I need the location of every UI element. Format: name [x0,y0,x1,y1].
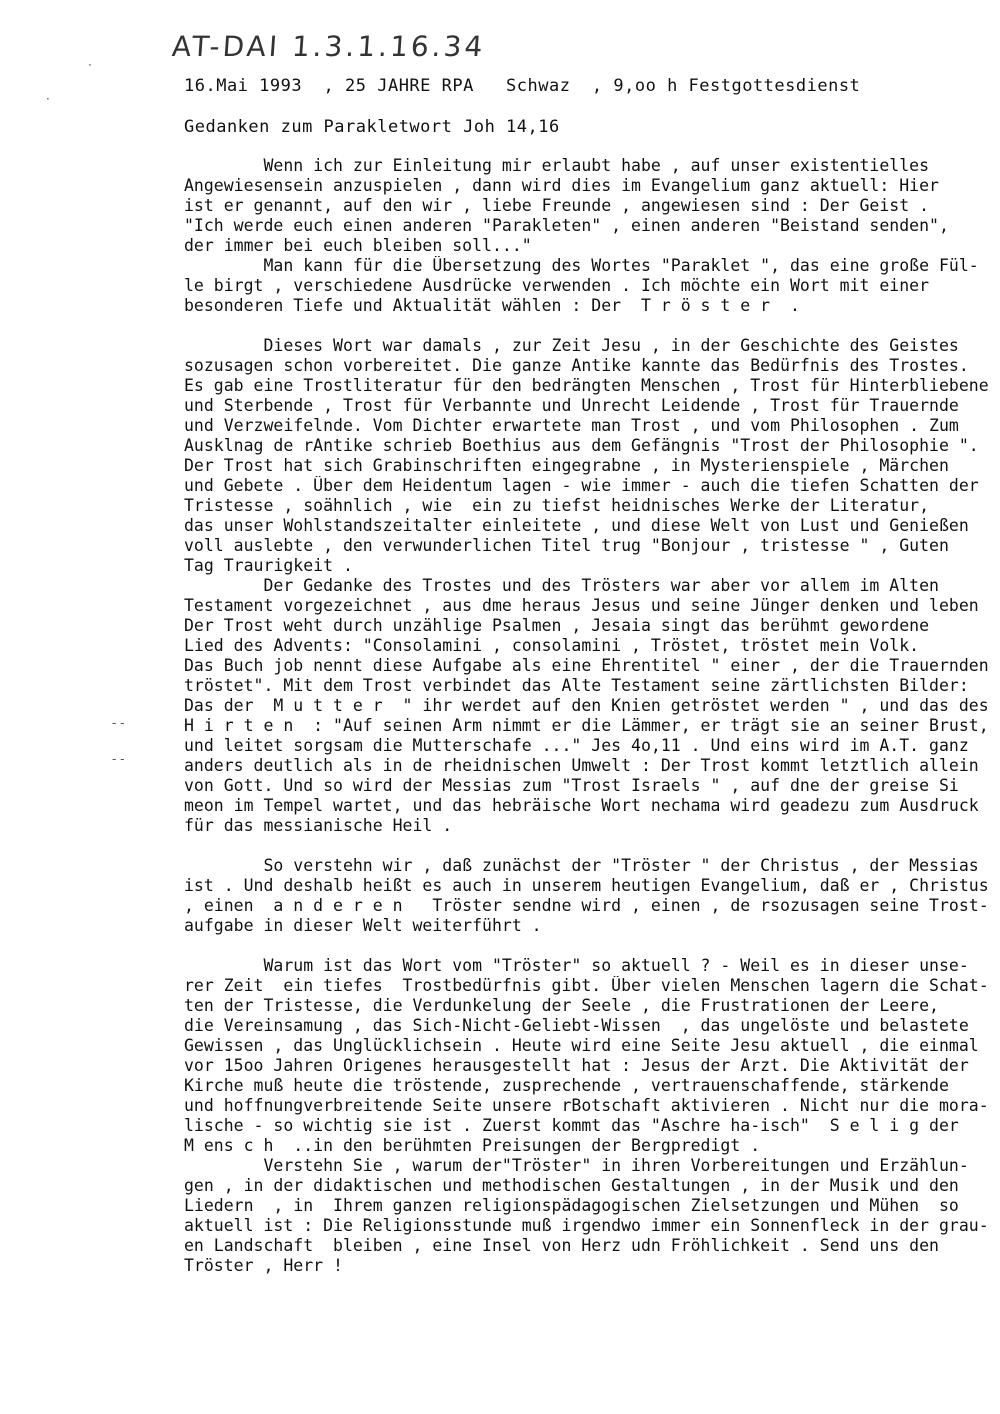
text-line: Kirche muß heute die tröstende, zusprechende , vertrauenschaffende, stärkende [184,1076,949,1095]
paragraph-block [184,156,1000,316]
text-line: Testament vorgezeichnet , aus dme heraus Jesus und seine Jünger denken und leben [184,596,979,615]
text-line: ist . Und deshalb heißt es auch in unserem heutigen Evangelium, daß er , Christus [184,876,989,895]
document-header: 16.Mai 1993 , 25 JAHRE RPA Schwaz , 9,oo h Festgottesdienst [184,76,861,96]
text-line: und Gebete . Über dem Heidentum lagen - wie immer - auch die tiefen Schatten der [184,476,979,495]
text-line: Das der M u t t e r " ihr werdet auf den Knien getröstet werden " , und das des [184,696,989,715]
text-line: , einen a n d e r e n Tröster sendne wird , einen , de rsozusagen seine Trost- [184,896,989,915]
text-line: rer Zeit ein tiefes Trostbedürfnis gibt. Über vielen Menschen lagern die Schat- [184,976,989,995]
text-line: Es gab eine Trostliteratur für den bedrängten Menschen , Trost für Hinterbliebene [184,376,989,395]
text-line: Angewiesensein anzuspielen , dann wird dies im Evangelium ganz aktuell: Hier [184,176,939,195]
text-line: So verstehn wir , daß zunächst der "Tröster " der Christus , der Messias [184,856,979,875]
text-line: aktuell ist : Die Religionsstunde muß irgendwo immer ein Sonnenfleck in der grau- [184,1216,989,1235]
margin-mark: - - [112,716,125,730]
text-line: von Gott. Und so wird der Messias zum "Trost Israels " , auf dne der greise Si [184,776,959,795]
text-line: das unser Wohlstandszeitalter einleitete , und diese Welt von Lust und Genießen [184,516,969,535]
text-line: und leitet sorgsam die Mutterschafe ..." Jes 4o,11 . Und eins wird im A.T. ganz [184,736,969,755]
text-line: aufgabe in dieser Welt weiterführt . [184,916,542,935]
paragraph-block [184,856,1000,936]
text-line: Der Trost hat sich Grabinschriften eingegrabne , in Mysterienspiele , Märchen [184,456,949,475]
text-line: Man kann für die Übersetzung des Wortes "Paraklet ", das eine große Fül- [184,256,979,275]
text-line: meon im Tempel wartet, und das hebräische Wort nechama wird geadezu zum Ausdruck [184,796,979,815]
margin-mark: - - [112,752,125,766]
text-line: "Ich werde euch einen anderen "Parakleten" , einen anderen "Beistand senden", [184,216,949,235]
text-line: für das messianische Heil . [184,816,453,835]
text-line: die Vereinsamung , das Sich-Nicht-Geliebt-Wissen , das ungelöste und belastete [184,1016,969,1035]
text-line: le birgt , verschiedene Ausdrücke verwenden . Ich möchte ein Wort mit einer [184,276,930,295]
paragraph-block [184,336,1000,836]
paragraph-gap [184,836,1000,856]
text-line: en Landschaft bleiben , eine Insel von Herz udn Fröhlichkeit . Send uns den [184,1236,939,1255]
scan-speck: · [46,92,50,106]
text-line: Tag Traurigkeit . [184,556,353,575]
text-line: und Sterbende , Trost für Verbannte und Unrecht Leidende , Trost für Trauernde [184,396,959,415]
text-line: vor 15oo Jahren Origenes herausgestellt hat : Jesus der Arzt. Die Aktivität der [184,1056,969,1075]
paragraph-gap [184,936,1000,956]
document-body [184,156,1000,1276]
text-line: der immer bei euch bleiben soll..." [184,236,532,255]
text-line: ten der Tristesse, die Verdunkelung der Seele , die Frustrationen der Leere, [184,996,939,1015]
text-line: Tristesse , soähnlich , wie ein zu tiefst heidnisches Werke der Literatur, [184,496,930,515]
text-line: tröstet". Mit dem Trost verbindet das Alte Testament seine zärtlichsten Bilder: [184,676,969,695]
text-line: sozusagen schon vorbereitet. Die ganze Antike kannte das Bedürfnis des Trostes. [184,356,969,375]
text-line: besonderen Tiefe und Aktualität wählen : Der T r ö s t e r . [184,296,800,315]
scan-speck: · [88,58,92,72]
text-line: und Verzweifelnde. Vom Dichter erwartete man Trost , und vom Philosophen . Zum [184,416,959,435]
paragraph-block [184,956,1000,1276]
document-title: Gedanken zum Parakletwort Joh 14,16 [184,117,560,137]
text-line: H i r t e n : "Auf seinen Arm nimmt er die Lämmer, er trägt sie an seiner Brust, [184,716,989,735]
text-line: Der Trost weht durch unzählige Psalmen , Jesaia singt das berühmt gewordene [184,616,930,635]
text-line: und hoffnungverbreitende Seite unsere rBotschaft aktivieren . Nicht nur die mora- [184,1096,989,1115]
text-line: Der Gedanke des Trostes und des Trösters war aber vor allem im Alten [184,576,939,595]
text-line: Lied des Advents: "Consolamini , consolamini , Tröstet, tröstet mein Volk. [184,636,920,655]
text-line: Liedern , in Ihrem ganzen religionspädagogischen Zielsetzungen und Mühen so [184,1196,959,1215]
handwritten-archive-reference: AT-DAI 1.3.1.16.34 [170,30,487,63]
text-line: Ausklnag de rAntike schrieb Boethius aus dem Gefängnis "Trost der Philosophie ". [184,436,979,455]
text-line: Verstehn Sie , warum der"Tröster" in ihren Vorbereitungen und Erzählun- [184,1156,969,1175]
text-line: Dieses Wort war damals , zur Zeit Jesu , in der Geschichte des Geistes [184,336,959,355]
text-line: Warum ist das Wort vom "Tröster" so aktuell ? - Weil es in dieser unse- [184,956,969,975]
text-line: gen , in der didaktischen und methodischen Gestaltungen , in der Musik und den [184,1176,959,1195]
text-line: anders deutlich als in de rheidnischen Umwelt : Der Trost kommt letztlich allein [184,756,979,775]
text-line: M ens c h ..in den berühmten Preisungen der Bergpredigt . [184,1136,761,1155]
paragraph-gap [184,316,1000,336]
text-line: Wenn ich zur Einleitung mir erlaubt habe , auf unser existentielles [184,156,930,175]
text-line: voll auslebte , den verwunderlichen Titel trug "Bonjour , tristesse " , Guten [184,536,949,555]
text-line: lische - so wichtig sie ist . Zuerst kommt das "Aschre ha-isch" S e l i g der [184,1116,959,1135]
text-line: ist er genannt, auf den wir , liebe Freunde , angewiesen sind : Der Geist . [184,196,930,215]
text-line: Gewissen , das Unglücklichsein . Heute wird eine Seite Jesu aktuell , die einmal [184,1036,979,1055]
text-line: Tröster , Herr ! [184,1256,343,1275]
text-line: Das Buch job nennt diese Aufgabe als eine Ehrentitel " einer , der die Trauernden [184,656,989,675]
